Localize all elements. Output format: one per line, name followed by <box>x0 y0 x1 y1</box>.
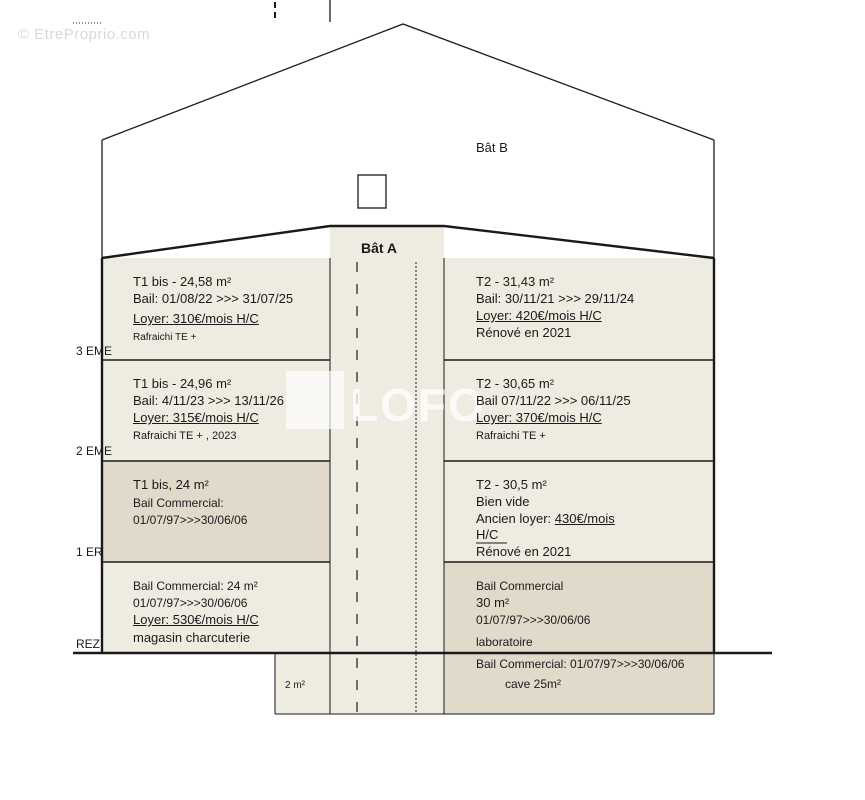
fill-central-stair <box>330 226 444 714</box>
agency-logo-mark <box>286 371 344 429</box>
unit-1er-right-rent-label: Ancien loyer: <box>476 511 555 526</box>
unit-2eme-left-bail: Bail: 4/11/23 >>> 13/11/26 <box>133 393 284 408</box>
unit-2eme-right-rent: Loyer: 370€/mois H/C <box>476 410 602 425</box>
unit-rez-right-area: 30 m² <box>476 595 510 610</box>
unit-1er-right-rent <box>476 511 615 527</box>
level-rez: REZ <box>76 637 100 651</box>
unit-1er-right-state: Bien vide <box>476 494 530 509</box>
unit-2eme-right-type: T2 - 30,65 m² <box>476 376 555 391</box>
unit-2eme-right-bail: Bail 07/11/22 >>> 06/11/25 <box>476 393 631 408</box>
unit-2eme-left-note: Rafraichi TE + , 2023 <box>133 430 237 442</box>
unit-rez-left-bail: Bail Commercial: 24 m² <box>133 579 258 593</box>
unit-2eme-left-rent: Loyer: 315€/mois H/C <box>133 410 259 425</box>
unit-1er-left-bail-label: Bail Commercial: <box>133 496 224 510</box>
unit-rez-left-use: magasin charcuterie <box>133 630 251 645</box>
unit-1er-left-dates: 01/07/97>>>30/06/06 <box>133 513 248 527</box>
unit-1er-right-note: Rénové en 2021 <box>476 544 572 559</box>
unit-3eme-left-bail: Bail: 01/08/22 >>> 31/07/25 <box>133 291 294 306</box>
agency-watermark: LOFO <box>350 379 486 431</box>
unit-rez-left-dates: 01/07/97>>>30/06/06 <box>133 596 248 610</box>
unit-rez-right-bail: Bail Commercial <box>476 579 564 593</box>
unit-rez-left-rent: Loyer: 530€/mois H/C <box>133 612 259 627</box>
label-bat-b: Bât B <box>476 140 508 155</box>
unit-3eme-left-note: Rafraichi TE + <box>133 332 197 343</box>
unit-3eme-left-type: T1 bis - 24,58 m² <box>133 274 232 289</box>
unit-1er-right-rent-value: 430€/mois <box>554 511 615 526</box>
cave-right-area: cave 25m² <box>505 677 562 691</box>
unit-2eme-left-type: T1 bis - 24,96 m² <box>133 376 232 391</box>
roof-window <box>358 175 386 208</box>
unit-1er-right-type: T2 - 30,5 m² <box>476 477 547 492</box>
label-bat-a: Bât A <box>361 240 398 256</box>
cave-right-bail: Bail Commercial: 01/07/97>>>30/06/06 <box>476 657 685 671</box>
level-1er: 1 ER <box>76 545 103 559</box>
unit-rez-right-dates: 01/07/97>>>30/06/06 <box>476 613 591 627</box>
level-2eme: 2 EME <box>76 444 113 458</box>
unit-1er-left-type: T1 bis, 24 m² <box>133 477 209 492</box>
unit-3eme-left-rent: Loyer: 310€/mois H/C <box>133 311 259 326</box>
unit-3eme-right-bail: Bail: 30/11/21 >>> 29/11/24 <box>476 291 635 306</box>
cave-left-area: 2 m² <box>285 680 305 691</box>
unit-3eme-right-type: T2 - 31,43 m² <box>476 274 555 289</box>
level-3eme: 3 EME <box>76 344 113 358</box>
unit-rez-right-use: laboratoire <box>476 635 533 649</box>
unit-2eme-right-note: Rafraichi TE + <box>476 430 546 442</box>
unit-1er-right-rent-unit: H/C <box>476 527 499 542</box>
unit-3eme-right-rent: Loyer: 420€/mois H/C <box>476 308 602 323</box>
roof-bat-b <box>102 24 714 140</box>
unit-3eme-right-note: Rénové en 2021 <box>476 325 572 340</box>
site-watermark: © EtreProprio.com <box>18 26 151 43</box>
